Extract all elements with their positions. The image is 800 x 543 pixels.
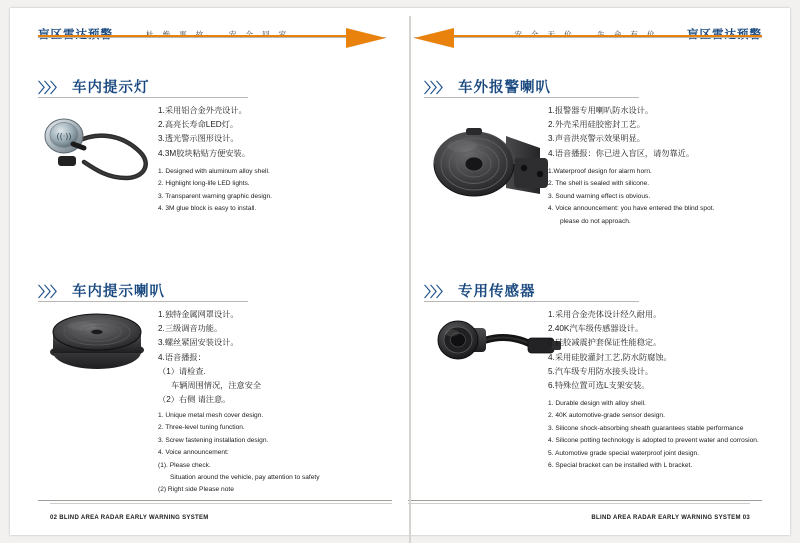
footer-rule [38,500,392,501]
exterior-alarm-horn-image [428,102,568,212]
section-exterior-alarm-horn [424,76,764,98]
list-item: 1.采用合金壳体设计经久耐用。 [548,310,662,319]
english-feature-list [548,166,796,228]
section-title: 车内提示灯 [72,80,150,96]
list-item: 3. Transparent warning graphic design. [158,192,272,200]
list-item: 1. Durable design with alloy shell. [548,400,646,407]
english-feature-list [158,410,408,497]
header-title [687,26,762,42]
header-rule-thin [414,37,762,38]
list-item: 2.高亮长寿命LED灯。 [158,120,239,130]
list-item: 1. Designed with aluminum alloy shell. [158,168,270,175]
list-item: 4.语音播报： [158,352,206,362]
list-item: 1.报警器专用喇叭防水设计。 [548,106,654,115]
page-fold-divider [409,16,411,543]
section-underline [38,301,248,302]
chinese-feature-list [548,308,794,393]
list-item: 1. Unique metal mesh cover design. [158,412,264,419]
list-item: 5.汽车级专用防水接头设计。 [548,366,654,376]
section-2-english-list [158,410,408,497]
list-item: 3.硅胶减震护套保证性能稳定。 [548,338,662,348]
section-underline [424,301,639,302]
english-feature-list [158,166,393,216]
section-interior-indicator-lamp [38,76,378,98]
list-item: 2. The shell is sealed with silicone. [548,180,650,188]
left-page [10,8,400,535]
section-underline [424,97,639,98]
section-heading [38,280,378,302]
list-item: 4. Voice announcement: [158,449,229,457]
section-dedicated-sensor [424,280,764,302]
english-feature-list [548,398,798,472]
section-interior-speaker [38,280,378,302]
list-item: 3. Screw fastening installation design. [158,436,269,444]
list-item: （2）右侧 请注意。 [158,395,231,405]
list-item: Situation around the vehicle, pay attention to safety [170,474,320,482]
footer-text: 02 BLIND AREA RADAR EARLY WARNING SYSTEM [50,515,209,521]
header-title [38,26,113,42]
interior-speaker-image [42,304,162,379]
chevron-right-icon: 〉〉〉 [38,285,63,301]
brochure-spread [10,8,790,535]
chinese-feature-list [158,104,393,161]
list-item: 3.声音洪亮警示效果明显。 [548,134,645,144]
section-1-chinese-list [158,104,393,161]
section-underline [38,97,248,98]
list-item: 4.语音播报：你已进入盲区，请勿靠近。 [548,148,695,158]
list-item: 2.外壳采用硅胶密封工艺。 [548,120,645,130]
list-item: 6.特殊位置可选L支架安装。 [548,381,650,391]
list-item: (2) Right side Please note [158,486,234,494]
section-title: 车外报警喇叭 [458,80,551,96]
list-item: 2. Highlight long-life LED lights. [158,180,250,188]
footer-rule-secondary [50,503,392,504]
list-item: 4. 3M glue block is easy to install. [158,205,257,213]
list-item: please do not approach. [560,217,631,225]
section-title: 专用传感器 [458,284,536,300]
list-item: 3.螺丝紧固安装设计。 [158,338,239,348]
list-item: 1.采用铝合金外壳设计。 [158,106,247,115]
indicator-lamp-image [40,100,170,190]
list-item: 1.Waterproof design for alarm horn. [548,168,652,175]
list-item: 4. Voice announcement: you have entered the blind spot. [548,205,715,213]
section-4-chinese-list [548,308,794,393]
list-item: 6. Special bracket can be installed with L bracket. [548,462,693,470]
dedicated-sensor-image [428,306,568,386]
list-item: 2. 40K automotive-grade sensor design. [548,412,665,420]
header-triangle-accent [346,28,386,48]
section-3-chinese-list [548,104,788,161]
chinese-feature-list [548,104,788,161]
section-heading [424,76,764,98]
list-item: 3. Sound warning effect is obvious. [548,192,651,200]
list-item: 车辆周围情况，注意安全 [171,381,262,391]
section-heading [38,76,378,98]
section-title: 车内提示喇叭 [72,284,165,300]
right-page [400,8,790,535]
chevron-right-icon: 〉〉〉 [424,81,449,97]
chevron-right-icon: 〉〉〉 [424,285,449,301]
list-item: 2. Three-level tuning function. [158,424,245,432]
header-triangle-accent [414,28,454,48]
list-item: 1.独特金属网罩设计。 [158,310,239,319]
list-item: 4.采用硅胶灌封工艺,防水防腐蚀。 [548,352,672,362]
footer-text: BLIND AREA RADAR EARLY WARNING SYSTEM 03 [591,515,750,521]
section-1-english-list [158,166,393,216]
footer-rule [408,500,762,501]
section-4-english-list [548,398,798,472]
list-item: (1). Please check. [158,461,211,469]
list-item: （1）请检查. [158,366,206,376]
svg-text:((·)): ((·)) [56,132,72,141]
section-3-english-list [548,166,796,228]
footer-rule-secondary [408,503,750,504]
chinese-feature-list [158,308,398,407]
list-item: 2.40K汽车级传感器设计。 [548,324,644,334]
list-item: 2.三级调音功能。 [158,324,223,334]
section-2-chinese-list [158,308,398,407]
list-item: 3.透光警示图形设计。 [158,134,239,144]
list-item: 5. Automotive grade special waterproof joint design. [548,449,700,457]
list-item: 4.3M胶块粘贴方便安装。 [158,148,250,158]
chevron-right-icon: 〉〉〉 [38,81,63,97]
list-item: 3. Silicone shock-absorbing sheath guarantees stable performance [548,424,744,432]
list-item: 4. Silicone potting technology is adopted to prevent water and corrosion. [548,437,759,445]
section-heading [424,280,764,302]
header-rule-thin [38,37,386,38]
